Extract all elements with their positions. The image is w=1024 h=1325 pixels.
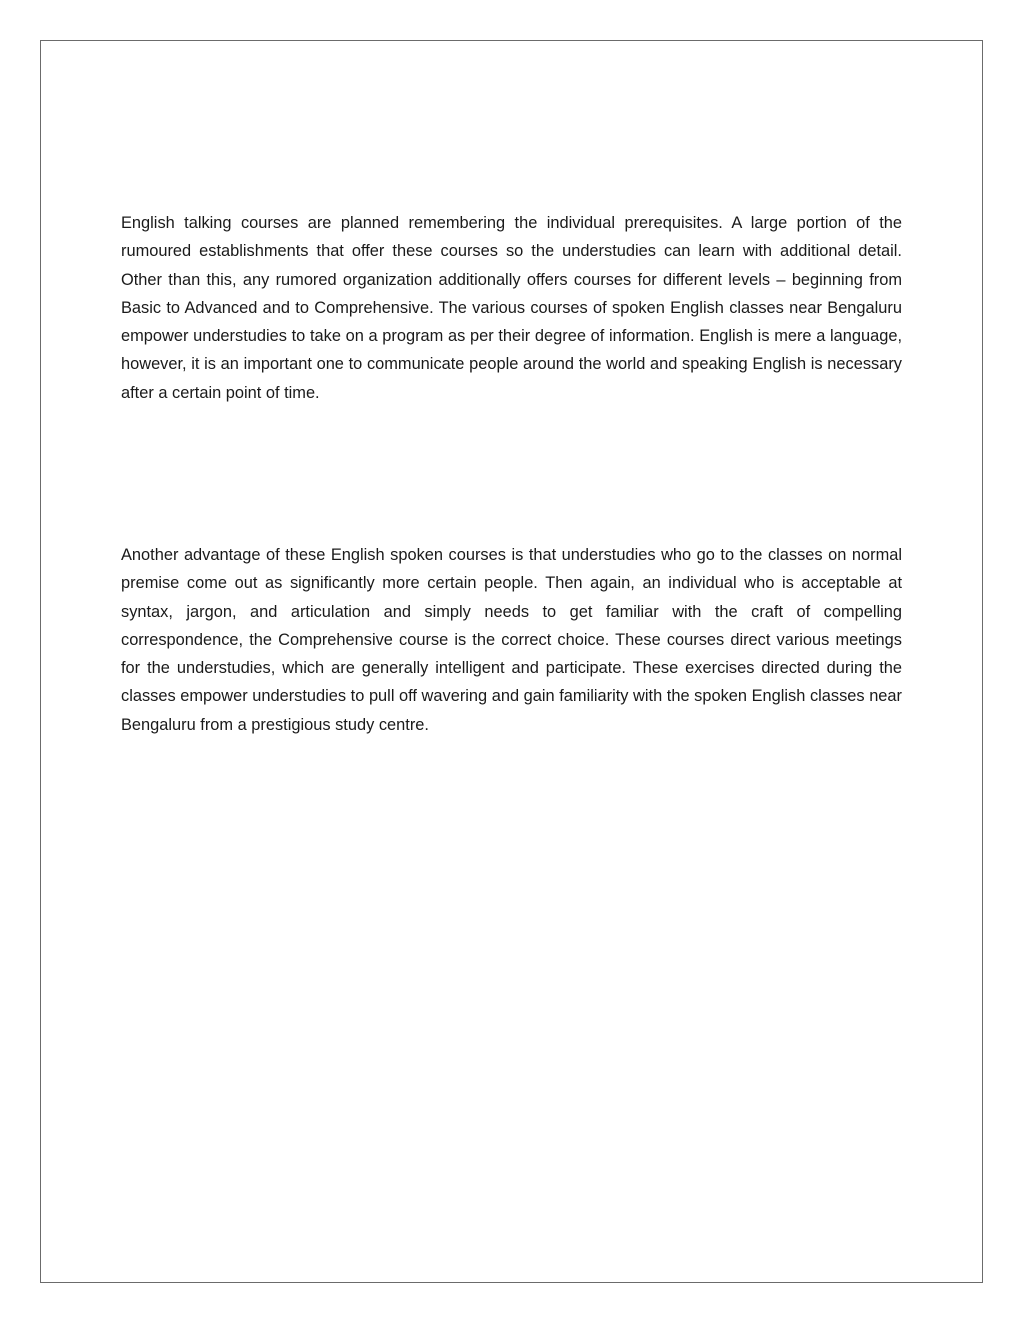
paragraph-2: Another advantage of these English spoken courses is that understudies who go to the classes on normal premise come out as significantly more certain people. Then again, an individual who is acceptable at syntax, jargon, and articulation and simply needs to get familiar with the craft of compelling correspondence, the Comprehensive course is the correct choice. These courses direct various meetings for the understudies, which are generally intelligent and participate. These exercises directed during the classes empower understudies to pull off wavering and gain familiarity with the spoken English classes near Bengaluru from a prestigious study centre. [121,546,902,734]
paragraph-1: English talking courses are planned remembering the individual prerequisites. A large portion of the rumoured establishments that offer these courses so the understudies can learn with additional detail. Other than this, any rumored organization additionally offers courses for different levels – beginning from Basic to Advanced and to Comprehensive. The various courses of spoken English classes near Bengaluru empower understudies to take on a program as per their degree of information. English is mere a language, however, it is an important one to communicate people around the world and speaking English is necessary after a certain point of time. [121,214,902,402]
